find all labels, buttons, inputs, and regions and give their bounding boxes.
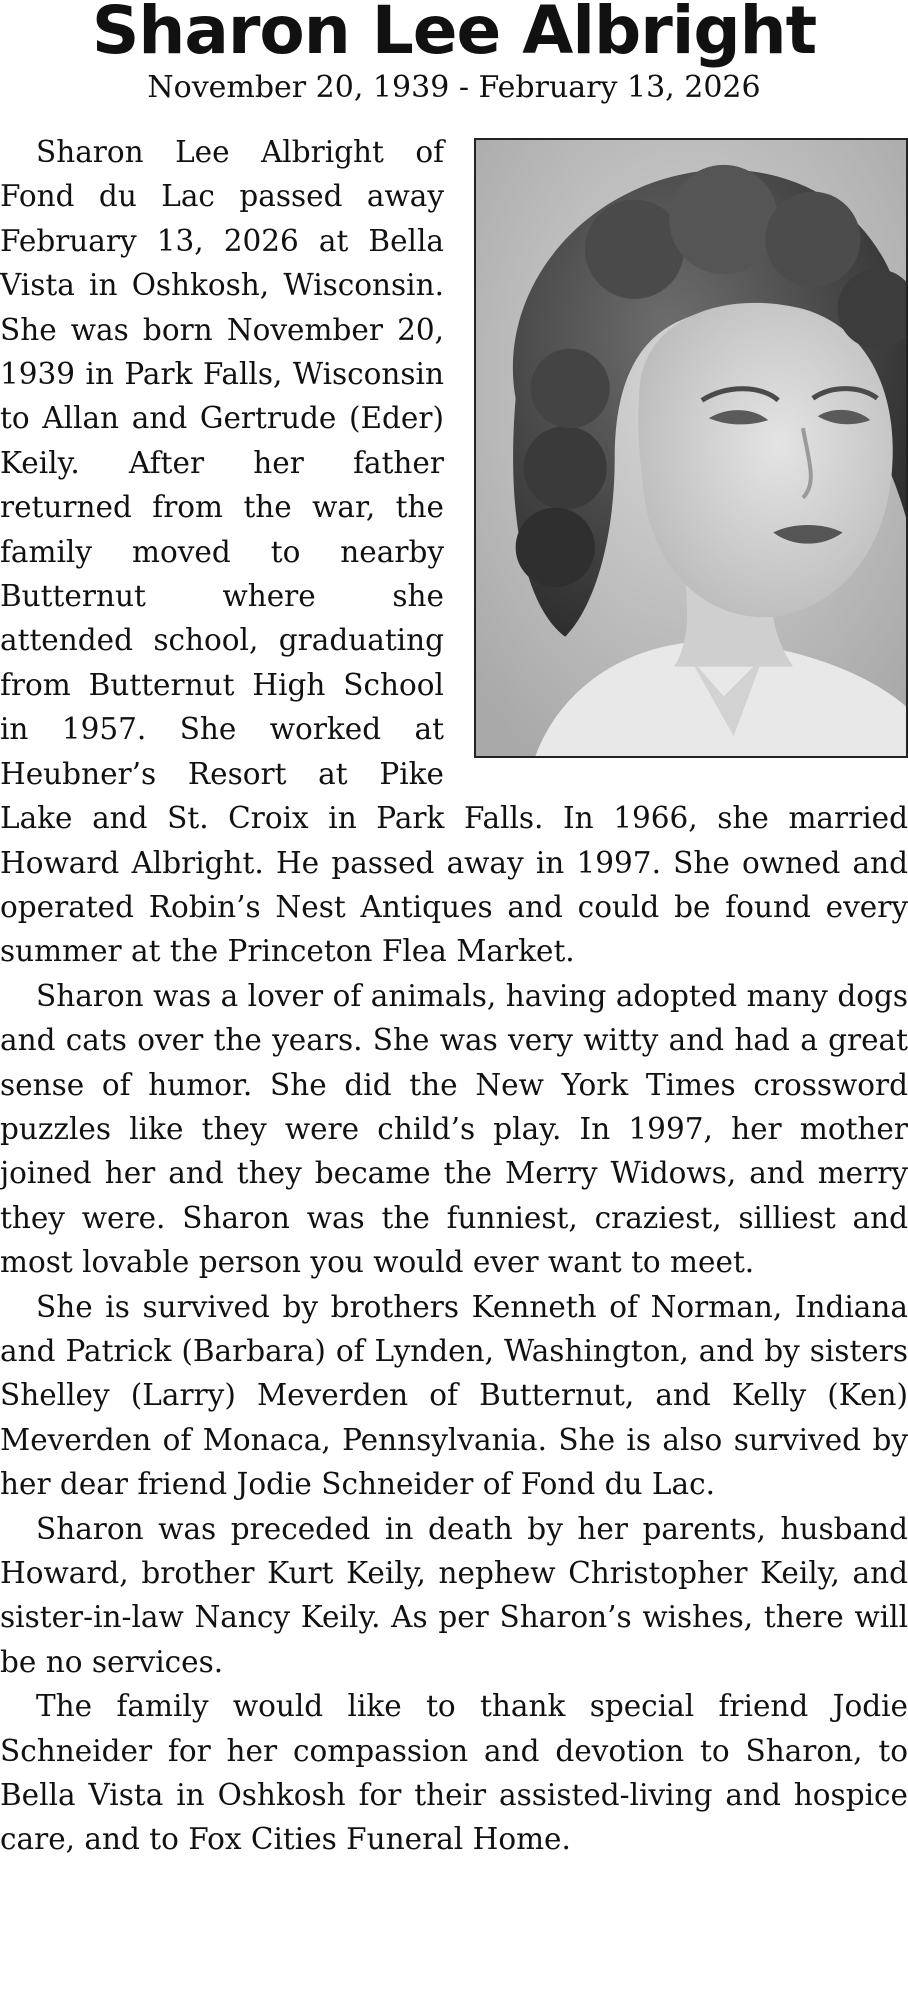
paragraph-1: Sharon Lee Albright of Fond du Lac passed away February 13, 2026 at Bella Vista in Oshkosh, Wisconsin. She was born November 20, 1939 in Park Falls, Wisconsin to Allan and Gertrude (Eder) Keily. After her father returned from the war, the family moved to nearby Butternut where she attended school, graduating from Butternut High School in 1957. She worked at Heubner’s Resort at Pike Lake and St. Croix in Park Falls. In 1966, she married Howard Albright. He passed away in 1997. She owned and operated Robin’s Nest Antiques and could be found every summer at the Princeton Flea Market.: [0, 135, 908, 969]
paragraph-4: Sharon was preceded in death by her parents, husband Howard, brother Kurt Keily, nephew Christopher Keily, and sister-in-law Nancy Keily. As per Sharon’s wishes, there will be no services.: [0, 1511, 908, 1679]
paragraph-2: Sharon was a lover of animals, having adopted many dogs and cats over the years. She was very witty and had a great sense of humor. She did the New York Times crossword puzzles like they were child’s play. In 1997, her mother joined her and they became the Merry Widows, and merry they were. Sharon was the funniest, craziest, silliest and most lovable person you would ever want to meet.: [0, 978, 908, 1280]
obituary-body: [0, 130, 908, 1862]
obituary-name: Sharon Lee Albright: [91, 0, 817, 69]
portrait-image: [476, 140, 906, 756]
obituary-dates: November 20, 1939 - February 13, 2026: [147, 70, 761, 105]
paragraph-5: The family would like to thank special friend Jodie Schneider for her compassion and devotion to Sharon, to Bella Vista in Oshkosh for their assisted-living and hospice care, and to Fox Cities Funeral Home.: [0, 1689, 908, 1857]
portrait-photo: [474, 138, 908, 758]
paragraph-3: She is survived by brothers Kenneth of Norman, Indiana and Patrick (Barbara) of Lynden, Washington, and by sisters Shelley (Larry) Meverden of Butternut, and Kelly (Ken) Meverden of Monaca, Pennsylvania. She is also survived by her dear friend Jodie Schneider of Fond du Lac.: [0, 1289, 908, 1502]
